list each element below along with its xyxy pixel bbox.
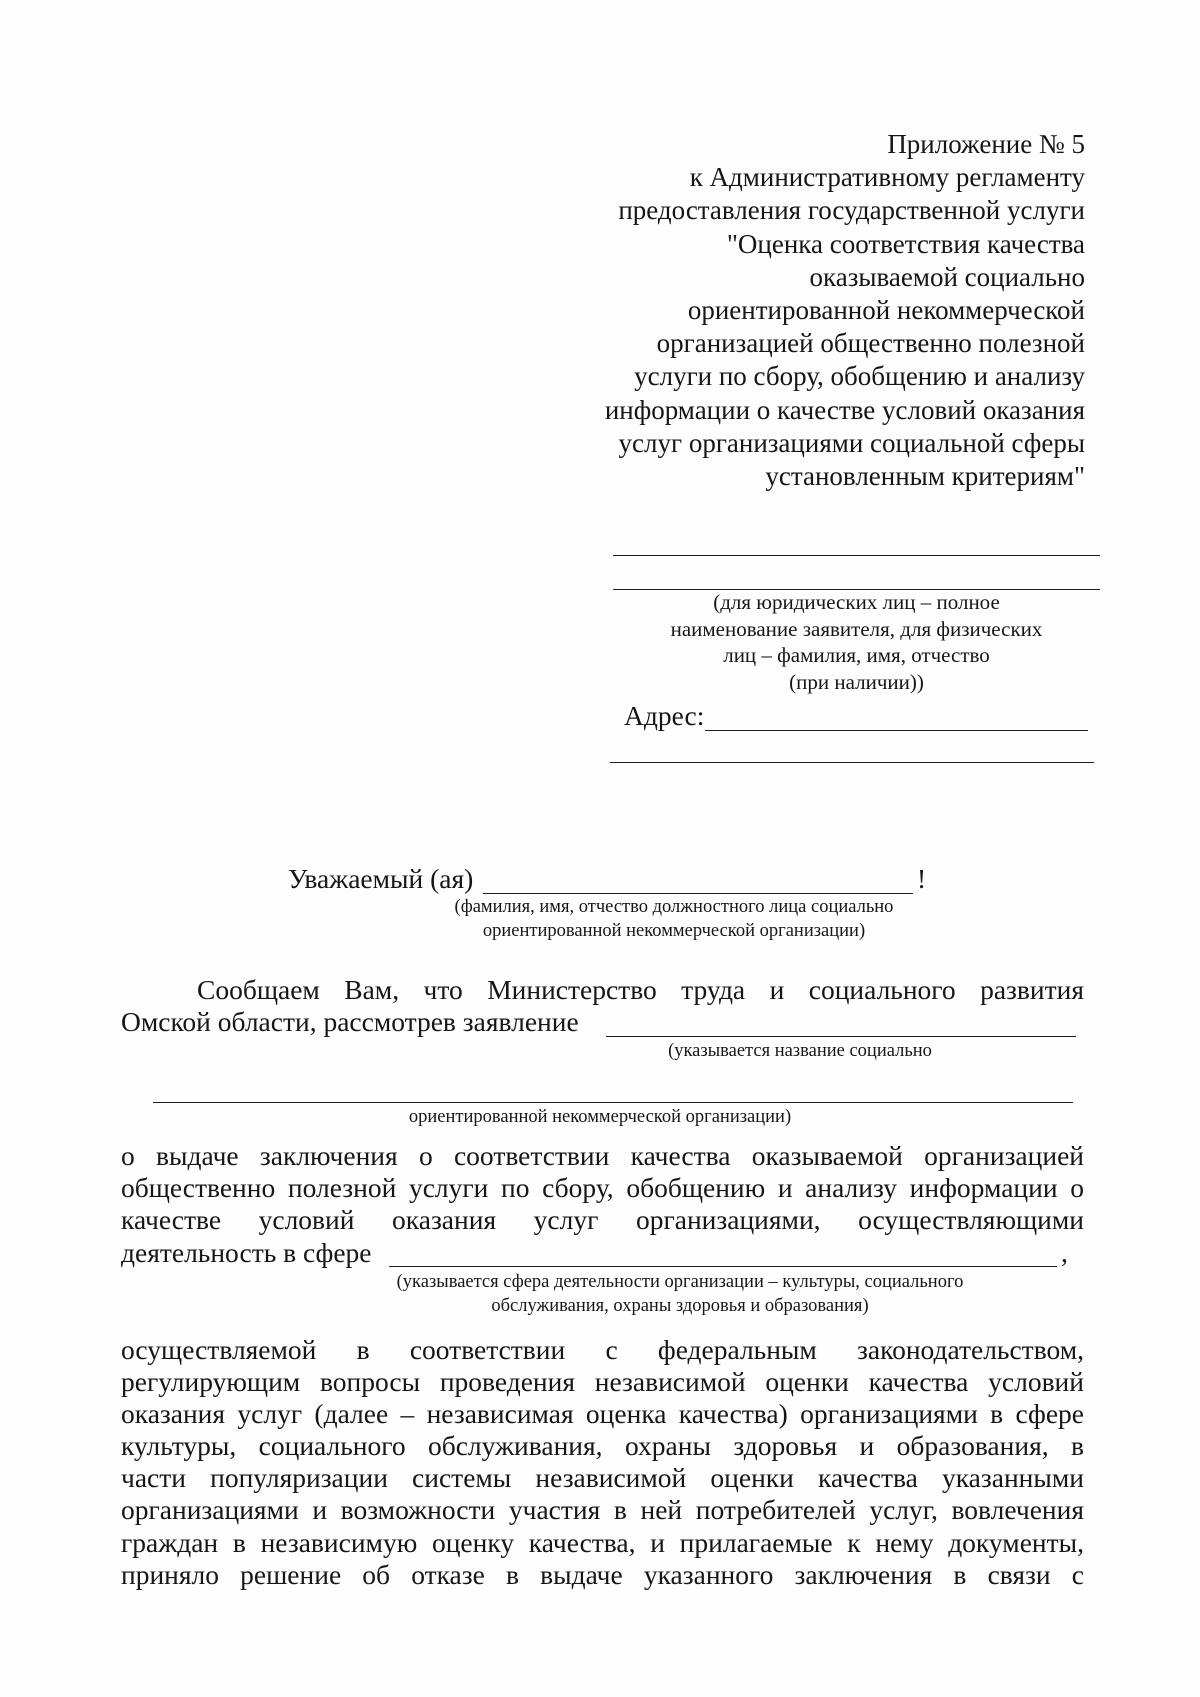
appendix-line: Приложение № 5 bbox=[887, 129, 1085, 159]
salutation-label: Уважаемый (ая) bbox=[288, 863, 474, 894]
body-line: приняло решение об отказе в выдаче указанного заключения в связи с bbox=[121, 1558, 1084, 1590]
appendix-line: ориентированной некоммерческой bbox=[687, 295, 1085, 326]
salutation-caption-line: (фамилия, имя, отчество должностного лица социально bbox=[454, 897, 894, 917]
body-line: качестве условий оказания услуг организациями, осуществляющими bbox=[121, 1204, 1084, 1236]
body-line: общественно полезной услуги по сбору, обобщению и анализу информации о bbox=[121, 1172, 1084, 1204]
applicant-caption-line: (при наличии)) bbox=[789, 669, 924, 694]
body-line: граждан в независимую оценку качества, и прилагаемые к нему документы, bbox=[121, 1526, 1084, 1558]
appendix-line: оказываемой социально bbox=[809, 261, 1085, 292]
appendix-line: организацией общественно полезной bbox=[656, 328, 1085, 359]
body-paragraph-1 bbox=[197, 974, 1084, 1006]
applicant-caption-line: (для юридических лиц – полное bbox=[713, 590, 1000, 614]
address-line-1 bbox=[705, 730, 1088, 731]
sphere-caption-line: (указывается сфера деятельности организации – культуры, социального bbox=[396, 1272, 964, 1292]
body-line: о выдаче заключения о соответствии качества оказываемой организацией bbox=[121, 1140, 1084, 1171]
body-line: Сообщаем Вам, что Министерство труда и социального развития bbox=[197, 974, 1084, 1005]
address-line-2 bbox=[610, 762, 1094, 763]
sphere-end: , bbox=[1061, 1237, 1068, 1268]
applicant-caption-line: наименование заявителя, для физических bbox=[670, 616, 1043, 641]
applicant-caption bbox=[613, 589, 1100, 695]
org-caption-2: ориентированной некоммерческой организации) bbox=[408, 1107, 792, 1127]
appendix-line: установленным критериям" bbox=[765, 461, 1085, 492]
body-line: оказания услуг (далее – независимая оценка качества) организациями в сфере bbox=[121, 1398, 1084, 1430]
applicant-statement-line bbox=[606, 1036, 1076, 1037]
body-line: Омской области, рассмотрев заявление bbox=[121, 1006, 579, 1037]
body-paragraph-2 bbox=[121, 1140, 1084, 1236]
org-name-line bbox=[153, 1102, 1073, 1103]
org-caption-1: (указывается название социально bbox=[668, 1041, 932, 1061]
sphere-caption-line: обслуживания, охраны здоровья и образования) bbox=[491, 1295, 869, 1316]
body-line: регулирующим вопросы проведения независимой оценки качества условий bbox=[121, 1366, 1084, 1398]
appendix-line: услуг организациями социальной сферы bbox=[618, 427, 1085, 458]
body-line: осуществляемой в соответствии с федеральным законодательством, bbox=[121, 1334, 1084, 1365]
sphere-line bbox=[389, 1266, 1057, 1267]
salutation-end: ! bbox=[917, 863, 927, 894]
appendix-line: информации о качестве условий оказания bbox=[604, 394, 1085, 425]
body-line: организациями и возможности участия в ней потребителей услуг, вовлечения bbox=[121, 1494, 1084, 1526]
body-line: части популяризации системы независимой оценки качества указанными bbox=[121, 1462, 1084, 1494]
appendix-line: услуги по сбору, обобщению и анализу bbox=[634, 361, 1085, 392]
appendix-line: предоставления государственной услуги bbox=[618, 195, 1085, 226]
salutation-caption bbox=[420, 896, 928, 943]
appendix-line: "Оценка соответствия качества bbox=[726, 228, 1085, 259]
sphere-label: деятельность в сфере bbox=[121, 1237, 372, 1268]
applicant-caption-line: лиц – фамилия, имя, отчество bbox=[723, 643, 990, 667]
salutation-name-line bbox=[483, 893, 913, 894]
appendix-line: к Административному регламенту bbox=[689, 162, 1085, 193]
body-paragraph-3 bbox=[121, 1334, 1084, 1591]
sphere-caption bbox=[290, 1271, 1070, 1318]
body-line: культуры, социального обслуживания, охраны здоровья и образования, в bbox=[121, 1430, 1084, 1462]
address-label: Адрес: bbox=[624, 700, 705, 731]
applicant-name-line-1 bbox=[613, 555, 1100, 556]
appendix-header bbox=[525, 128, 1085, 493]
salutation-caption-line: ориентированной некоммерческой организации) bbox=[482, 920, 866, 941]
